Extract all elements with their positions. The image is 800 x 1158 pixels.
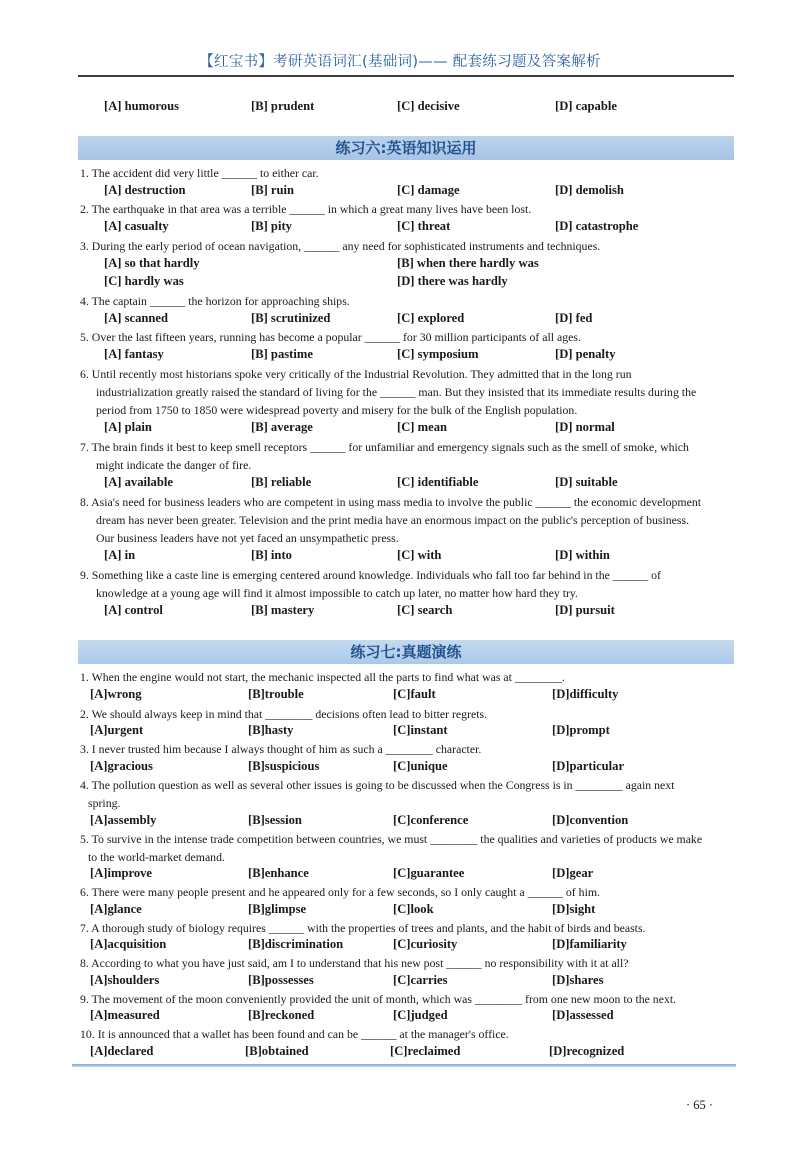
page-number: · 65 · xyxy=(686,1098,714,1112)
option-c: [C] decisive xyxy=(397,99,460,113)
option-a: [A]urgent xyxy=(90,723,144,737)
option-b: [B]discrimination xyxy=(248,937,344,951)
option-a: [A]measured xyxy=(90,1008,160,1022)
option-c: [C]conference xyxy=(393,813,469,827)
option-a: [A] fantasy xyxy=(104,347,164,361)
option-row xyxy=(0,723,800,741)
option-a: [A] in xyxy=(104,548,136,562)
option-a: [A] so that hardly xyxy=(104,256,200,270)
question-text: 1. The accident did very little ______ to either car. xyxy=(80,166,319,180)
option-b: [B]reckoned xyxy=(248,1008,315,1022)
option-d: [D]sight xyxy=(552,902,596,916)
option-d: [D] within xyxy=(555,548,610,562)
option-b: [B]enhance xyxy=(248,866,309,880)
option-d: [D] penalty xyxy=(555,347,616,361)
option-c: [C] threat xyxy=(397,219,451,233)
option-c: [C]fault xyxy=(393,687,436,701)
option-d: [D] demolish xyxy=(555,183,624,197)
option-row xyxy=(0,813,800,831)
question-text: Our business leaders have not yet faced an unsympathetic press. xyxy=(96,531,399,545)
option-b: [B] pastime xyxy=(251,347,313,361)
option-b: [B]trouble xyxy=(248,687,304,701)
option-c: [C]guarantee xyxy=(393,866,465,880)
option-d: [D]familiarity xyxy=(552,937,627,951)
question-text: knowledge at a young age will find it almost impossible to catch up later, no matter how hard they try. xyxy=(96,586,578,600)
option-b: [B] pity xyxy=(251,219,292,233)
option-row xyxy=(0,99,800,117)
question-text: period from 1750 to 1850 were widespread poverty and misery for the bulk of the English population. xyxy=(96,403,578,417)
option-d: [D]difficulty xyxy=(552,687,619,701)
question-text: 2. The earthquake in that area was a terrible ______ in which a great many lives have been lost. xyxy=(80,202,532,216)
option-d: [D] capable xyxy=(555,99,617,113)
question-text: 6. There were many people present and he appeared only for a few seconds, so I only caught a ______ of him. xyxy=(80,885,600,899)
option-a: [A] casualty xyxy=(104,219,169,233)
question-text: 8. According to what you have just said, am I to understand that his new post ______ no responsibility with it at all? xyxy=(80,956,629,970)
option-b: [B] reliable xyxy=(251,475,312,489)
question-text: 7. The brain finds it best to keep smell receptors ______ for unfamiliar and emergency signals such as the smell of smoke, which xyxy=(80,440,689,454)
option-row xyxy=(0,1044,800,1062)
option-a: [A] control xyxy=(104,603,163,617)
section-seven-banner: 练习七:真题演练 xyxy=(78,640,734,664)
option-c: [C] search xyxy=(397,603,453,617)
option-b: [B]obtained xyxy=(245,1044,309,1058)
option-b: [B]glimpse xyxy=(248,902,307,916)
option-a: [A]improve xyxy=(90,866,153,880)
option-b: [B] when there hardly was xyxy=(397,256,539,270)
option-b: [B] average xyxy=(251,420,313,434)
option-c: [C]curiosity xyxy=(393,937,458,951)
option-b: [B] ruin xyxy=(251,183,295,197)
option-a: [A]declared xyxy=(90,1044,154,1058)
header-divider xyxy=(78,75,734,77)
option-b: [B]session xyxy=(248,813,302,827)
question-text: 5. To survive in the intense trade competition between countries, we must ________ the qualities and varieties of products we make xyxy=(80,832,703,846)
option-b: [B]hasty xyxy=(248,723,294,737)
bottom-divider xyxy=(72,1064,736,1067)
question-text: 4. The captain ______ the horizon for approaching ships. xyxy=(80,294,350,308)
option-row xyxy=(0,475,800,493)
question-text: industrialization greatly raised the standard of living for the ______ man. But they insisted that its immediate results during the xyxy=(96,385,697,399)
option-row xyxy=(0,420,800,438)
option-c: [C] with xyxy=(397,548,442,562)
option-row xyxy=(0,937,800,955)
option-c: [C]unique xyxy=(393,759,448,773)
question-text: 1. When the engine would not start, the mechanic inspected all the parts to find what was at ________. xyxy=(80,670,565,684)
option-row xyxy=(0,687,800,705)
option-d: [D]prompt xyxy=(552,723,610,737)
question-text: 3. During the early period of ocean navigation, ______ any need for sophisticated instruments and techniques. xyxy=(80,239,601,253)
question-text: spring. xyxy=(88,796,121,810)
option-a: [A] plain xyxy=(104,420,152,434)
option-c: [C]instant xyxy=(393,723,448,737)
option-d: [D]assessed xyxy=(552,1008,614,1022)
option-row xyxy=(0,183,800,201)
option-row xyxy=(0,1008,800,1026)
option-row xyxy=(0,256,800,274)
option-b: [B]suspicious xyxy=(248,759,320,773)
option-d: [D]particular xyxy=(552,759,625,773)
option-row xyxy=(0,311,800,329)
option-d: [D]gear xyxy=(552,866,594,880)
option-a: [A]shoulders xyxy=(90,973,160,987)
option-d: [D] pursuit xyxy=(555,603,615,617)
option-b: [B] scrutinized xyxy=(251,311,331,325)
option-d: [D]recognized xyxy=(549,1044,625,1058)
question-text: 7. A thorough study of biology requires ______ with the properties of trees and plants, and the habit of birds and beasts. xyxy=(80,921,646,935)
option-c: [C] mean xyxy=(397,420,448,434)
option-d: [D]shares xyxy=(552,973,604,987)
option-a: [A] available xyxy=(104,475,173,489)
option-row xyxy=(0,866,800,884)
option-c: [C]judged xyxy=(393,1008,448,1022)
option-row xyxy=(0,759,800,777)
question-text: 6. Until recently most historians spoke very critically of the Industrial Revolution. They admitted that in the long run xyxy=(80,367,632,381)
option-a: [A]glance xyxy=(90,902,142,916)
option-row xyxy=(0,603,800,621)
option-b: [B]possesses xyxy=(248,973,314,987)
option-d: [D]convention xyxy=(552,813,629,827)
option-c: [C] damage xyxy=(397,183,460,197)
option-d: [D] fed xyxy=(555,311,593,325)
option-b: [B] mastery xyxy=(251,603,315,617)
option-a: [A]acquisition xyxy=(90,937,167,951)
question-text: dream has never been greater. Television and the print media have an enormous impact on the public's perception of business. xyxy=(96,513,690,527)
option-c: [C] identifiable xyxy=(397,475,479,489)
option-a: [A] destruction xyxy=(104,183,186,197)
question-text: 4. The pollution question as well as several other issues is going to be discussed when the Congress is in ________ again next xyxy=(80,778,675,792)
option-c: [C] explored xyxy=(397,311,465,325)
option-row xyxy=(0,274,800,292)
option-c: [C] symposium xyxy=(397,347,479,361)
option-row xyxy=(0,902,800,920)
option-row xyxy=(0,347,800,365)
option-c: [C]carries xyxy=(393,973,448,987)
option-a: [A]assembly xyxy=(90,813,157,827)
option-d: [D] suitable xyxy=(555,475,618,489)
option-a: [A] humorous xyxy=(104,99,179,113)
option-d: [D] normal xyxy=(555,420,615,434)
question-text: 9. Something like a caste line is emerging centered around knowledge. Individuals who fall too far behind in the ______ of xyxy=(80,568,661,582)
option-b: [B] into xyxy=(251,548,292,562)
question-text: 3. I never trusted him because I always thought of him as such a ________ character. xyxy=(80,742,482,756)
question-text: 9. The movement of the moon conveniently provided the unit of month, which was ________ from one new moon to the next. xyxy=(80,992,677,1006)
section-six-banner: 练习六:英语知识运用 xyxy=(78,136,734,160)
option-b: [B] prudent xyxy=(251,99,315,113)
option-a: [A]wrong xyxy=(90,687,142,701)
option-d: [D] catastrophe xyxy=(555,219,639,233)
question-text: to the world-market demand. xyxy=(88,850,225,864)
option-row xyxy=(0,219,800,237)
question-text: 8. Asia's need for business leaders who are competent in using mass media to involve the public ______ the economic development xyxy=(80,495,701,509)
option-a: [A]gracious xyxy=(90,759,153,773)
page-header-title: 【红宝书】考研英语词汇(基础词)—— 配套练习题及答案解析 xyxy=(199,54,601,70)
option-a: [A] scanned xyxy=(104,311,169,325)
question-text: 2. We should always keep in mind that ________ decisions often lead to bitter regrets. xyxy=(80,707,488,721)
option-d: [D] there was hardly xyxy=(397,274,508,288)
option-c: [C] hardly was xyxy=(104,274,184,288)
option-row xyxy=(0,973,800,991)
question-text: 5. Over the last fifteen years, running has become a popular ______ for 30 million participants of all ages. xyxy=(80,330,581,344)
question-text: might indicate the danger of fire. xyxy=(96,458,252,472)
option-row xyxy=(0,548,800,566)
option-c: [C]look xyxy=(393,902,434,916)
option-c: [C]reclaimed xyxy=(390,1044,461,1058)
question-text: 10. It is announced that a wallet has been found and can be ______ at the manager's office. xyxy=(80,1027,509,1041)
